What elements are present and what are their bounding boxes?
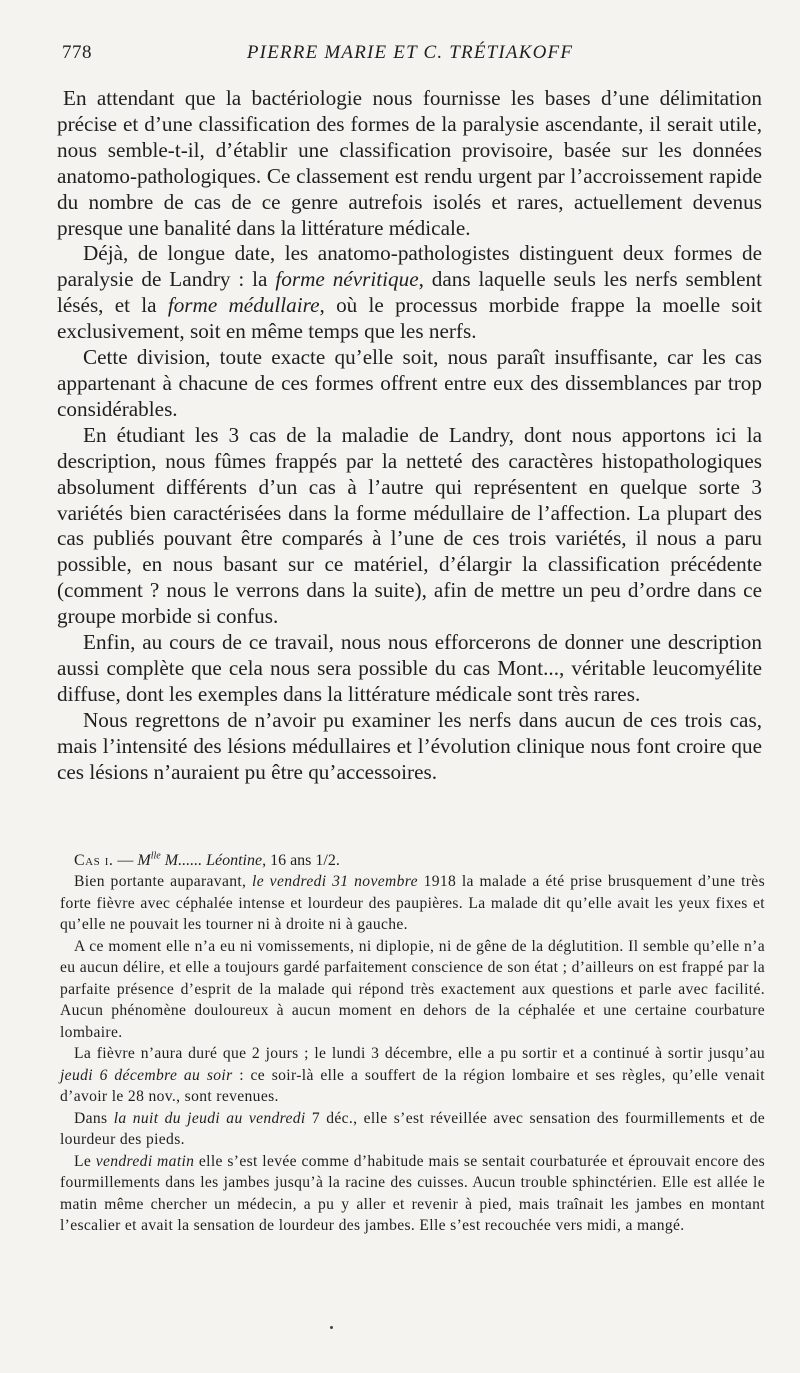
case-paragraph-4: Dans la nuit du jeudi au vendredi 7 déc., elle s’est réveillée avec sensation des fourmillements et de lourdeur des pieds. [60, 1109, 765, 1148]
page-header [62, 42, 758, 70]
paragraph-4: En étudiant les 3 cas de la maladie de Landry, dont nous apportons ici la description, nous fûmes frappés par la netteté des caractères histopathologiques absolument différents d’un cas à l’autre qui représentent en quelque sorte 3 variétés bien caractérisées dans la forme médullaire de l’affection. La plupart des cas publiés pouvant être comparés à l’une de ces trois variétés, il nous a paru possible, en nous basant sur ce matériel, d’élargir la classification précédente (comment ? nous le verrons dans la suite), afin de mettre un peu d’ordre dans ce groupe morbide si confus. [57, 422, 762, 629]
paragraph-6: Nous regrettons de n’avoir pu examiner les nerfs dans aucun de ces trois cas, mais l’intensité des lésions médullaires et l’évolution clinique nous font croire que ces lésions n’auraient pu être qu’accessoires. [57, 707, 762, 784]
print-speck [330, 1326, 333, 1329]
case-paragraph-1: Bien portante auparavant, le vendredi 31 novembre 1918 la malade a été prise brusquement d’une très forte fièvre avec céphalée intense et lourdeur des paupières. La malade dit qu’elle avait les yeux fixes et qu’elle ne pouvait les tourner ni à droite ni à gauche. [60, 873, 765, 933]
italic-forme-medullaire: forme médullaire [167, 293, 320, 318]
paragraph-1: En attendant que la bactériologie nous fournisse les bases d’une délimitation précise et d’une classification des formes de la paralysie ascendante, il serait utile, nous semble-t-il, d’établir une classification provisoire, basée sur les données anatomo-pathologiques. Ce classement est rendu urgent par l’accroissement rapide du nombre de cas de ce genre autrefois isolés et rares, actuellement devenus presque une banalité dans la littérature médicale. [57, 86, 762, 240]
paragraph-5: Enfin, au cours de ce travail, nous nous efforcerons de donner une description aussi complète que cela nous sera possible du cas Mont..., véritable leucomyélite diffuse, dont les exemples dans la littérature médicale sont très rares. [57, 630, 762, 706]
case-paragraph-5: Le vendredi matin elle s’est levée comme d’habitude mais se sentait courbaturée et éprouvait encore des fourmillements dans les jambes jusqu’à la racine des cuisses. Aucun trouble sphinctérien. Elle est allée le matin même chercher un médecin, a pu y aller et revenir à pied, mais traînait les jambes en montant l’escalier et avait la sensation de lourdeur des jambes. Elle s’est recouchée vers midi, a mangé. [60, 1152, 766, 1234]
paragraph-2: Déjà, de longue date, les anatomo-pathologistes distinguent deux formes de paralysie de Landry : la forme névritique, dans laquelle seuls les nerfs semblent lésés, et la forme médullaire, où le processus morbide frappe la moelle soit exclusivement, soit en même temps que les nerfs. [57, 241, 762, 344]
case-paragraph-3: La fièvre n’aura duré que 2 jours ; le lundi 3 décembre, elle a pu sortir et a continué à sortir jusqu’au jeudi 6 décembre au soir : ce soir-là elle a souffert de la région lombaire et ses règles, qu’elle venait d’avoir le 28 nov., sont revenues. [60, 1045, 765, 1105]
case-heading: Cas i. — $M^{lle}$ M...... Léontine, 16 ans 1/2. [74, 850, 340, 869]
paragraph-3: Cette division, toute exacte qu’elle soit, nous paraît insuffisante, car les cas appartenant à chacune de ces formes offrent entre eux des dissemblances par trop considérables. [57, 345, 762, 421]
case-report [60, 850, 765, 1237]
main-text [57, 86, 762, 785]
case-paragraph-2: A ce moment elle n’a eu ni vomissements, ni diplopie, ni de gêne de la déglutition. Il semble qu’elle n’a eu aucun délire, et elle a toujours gardé parfaitement conscience de son état ; d’ailleurs on est frappé par la parfaite présence d’esprit de la malade qui répond très exactement aux questions et parle avec facilité. Aucun phénomène douloureux à aucun moment en dehors de la céphalée et une certaine courbature lombaire. [60, 937, 765, 1041]
page-number: 778 [62, 42, 92, 63]
case-label: Cas i. [74, 852, 114, 869]
italic-forme-nevritique: forme névritique [275, 267, 419, 292]
running-head: PIERRE MARIE ET C. TRÉTIAKOFF [246, 42, 574, 63]
patient-first-name: Léontine [206, 852, 263, 869]
